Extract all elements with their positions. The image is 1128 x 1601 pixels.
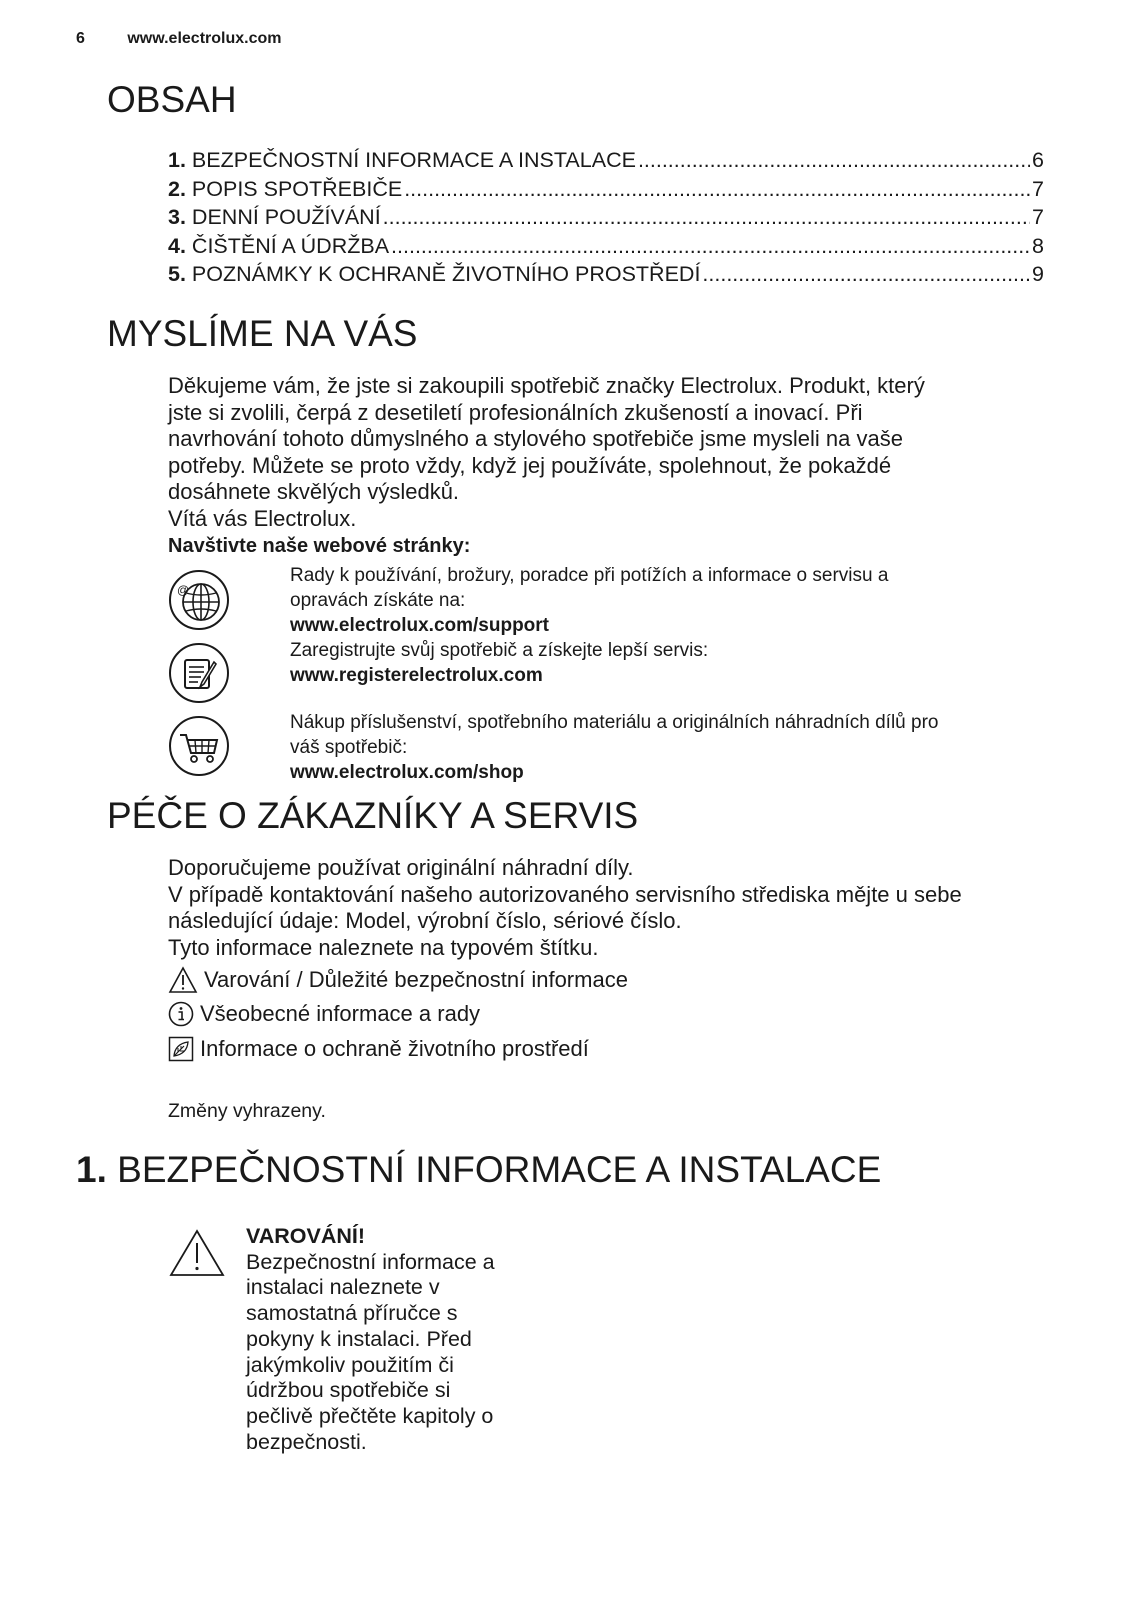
toc-item[interactable] (168, 175, 1044, 204)
text-line: Doporučujeme používat originální náhradní díly. (168, 855, 634, 880)
register-link[interactable]: www.registerelectrolux.com (290, 665, 543, 686)
toc-item-page: 9 (1032, 262, 1044, 286)
warning-line: bezpečnosti. (246, 1429, 367, 1454)
legend-environment (168, 1036, 589, 1062)
toc-item-label: DENNÍ POUŽÍVÁNÍ (191, 205, 381, 229)
text-line: V případě kontaktování našeho autorizovaného servisního střediska mějte u sebe (168, 881, 962, 907)
section-1-heading (76, 1150, 881, 1191)
page-header (76, 30, 281, 48)
table-of-contents (168, 146, 1044, 289)
register-icon (168, 642, 230, 704)
toc-item-label: POZNÁMKY K OCHRANĚ ŽIVOTNÍHO PROSTŘEDÍ (191, 262, 701, 286)
text-line: potřeby. Můžete se proto vždy, když jej používáte, spolehnout, že pokaždé (168, 452, 892, 478)
shop-text: Nákup příslušenství, spotřebního materiálu a originálních náhradních dílů pro (290, 712, 939, 733)
support-block (290, 563, 1050, 688)
intro-paragraph (168, 373, 1048, 533)
section-heading-pece: PÉČE O ZÁKAZNÍKY A SERVIS (107, 795, 639, 836)
toc-item-page: 6 (1032, 148, 1044, 172)
shop-block (290, 710, 1050, 785)
shop-text: váš spotřebič: (290, 737, 408, 758)
text-line: Vítá vás Electrolux. (168, 505, 357, 531)
toc-leader (391, 232, 1030, 261)
toc-item-label: BEZPEČNOSTNÍ INFORMACE A INSTALACE (191, 148, 636, 172)
toc-item-number: 2. (168, 176, 186, 201)
toc-item-page: 8 (1032, 233, 1044, 258)
shop-link[interactable]: www.electrolux.com/shop (290, 762, 524, 783)
support-link[interactable]: www.electrolux.com/support (290, 615, 550, 636)
legend-text: Informace o ochraně životního prostředí (200, 1036, 589, 1061)
legend-info (168, 1001, 480, 1027)
warning-line: údržbou spotřebiče si (246, 1378, 451, 1403)
visit-label: Navštivte naše webové stránky: (168, 535, 471, 557)
leaf-icon (168, 1036, 194, 1062)
toc-item[interactable] (168, 203, 1044, 232)
toc-item-label: POPIS SPOTŘEBIČE (191, 176, 403, 201)
warning-line: jakýmkoliv použitím či (246, 1352, 454, 1377)
text-line: Děkujeme vám, že jste si zakoupili spotřebič značky Electrolux. Produkt, který (168, 373, 925, 398)
toc-item-number: 4. (168, 233, 186, 258)
svg-text:@: @ (177, 583, 190, 597)
toc-item[interactable] (168, 146, 1044, 175)
toc-leader (638, 146, 1030, 175)
toc-item-number: 1. (168, 148, 186, 172)
toc-item[interactable] (168, 232, 1044, 261)
header-url[interactable]: www.electrolux.com (127, 30, 282, 47)
toc-item-page: 7 (1032, 176, 1044, 201)
text-line: jste si zvolili, čerpá z desetiletí profesionálních zkušeností a inovací. Při (168, 399, 863, 425)
section-title: BEZPEČNOSTNÍ INFORMACE A INSTALACE (117, 1149, 882, 1190)
legend-text: Všeobecné informace a rady (200, 1001, 481, 1026)
section-heading-mysli: MYSLÍME NA VÁS (107, 313, 418, 354)
service-paragraph (168, 855, 1048, 961)
support-text: opravách získáte na: (290, 590, 466, 611)
toc-item-number: 3. (168, 205, 186, 229)
warning-line: pokyny k instalaci. Před (246, 1326, 472, 1351)
toc-leader (404, 175, 1030, 204)
text-line: Tyto informace naleznete na typovém štítku. (168, 934, 599, 960)
warning-box (246, 1224, 546, 1455)
warning-title: VAROVÁNÍ! (246, 1224, 366, 1248)
globe-icon (168, 569, 230, 631)
warning-line: Bezpečnostní informace a (246, 1249, 495, 1274)
toc-leader (702, 260, 1030, 289)
text-line: dosáhnete skvělých výsledků. (168, 479, 460, 505)
warning-line: samostatná příručce s (246, 1301, 458, 1326)
register-text: Zaregistrujte svůj spotřebič a získejte lepší servis: (290, 640, 709, 661)
toc-leader (383, 203, 1030, 232)
shopping-cart-icon (168, 715, 230, 777)
support-text: Rady k používání, brožury, poradce při potížích a informace o servisu a (290, 565, 889, 586)
section-number: 1. (76, 1149, 107, 1190)
info-icon (168, 1001, 194, 1027)
warning-line: instalaci naleznete v (246, 1275, 440, 1300)
text-line: následující údaje: Model, výrobní číslo, sériové číslo. (168, 908, 682, 934)
warning-icon (169, 1229, 225, 1277)
warning-line: pečlivě přečtěte kapitoly o (246, 1403, 494, 1428)
toc-heading: OBSAH (107, 79, 237, 120)
warning-icon (168, 966, 198, 994)
toc-item-label: ČIŠTĚNÍ A ÚDRŽBA (191, 233, 390, 258)
toc-item[interactable] (168, 260, 1044, 289)
page-number: 6 (76, 30, 85, 47)
text-line: navrhování tohoto důmyslného a stylového spotřebiče jsme mysleli na vaše (168, 426, 903, 452)
changes-note: Změny vyhrazeny. (168, 1100, 326, 1122)
toc-item-number: 5. (168, 262, 186, 286)
toc-item-page: 7 (1032, 205, 1044, 229)
legend-warning (168, 966, 628, 994)
legend-text: Varování / Důležité bezpečnostní informace (204, 967, 628, 992)
